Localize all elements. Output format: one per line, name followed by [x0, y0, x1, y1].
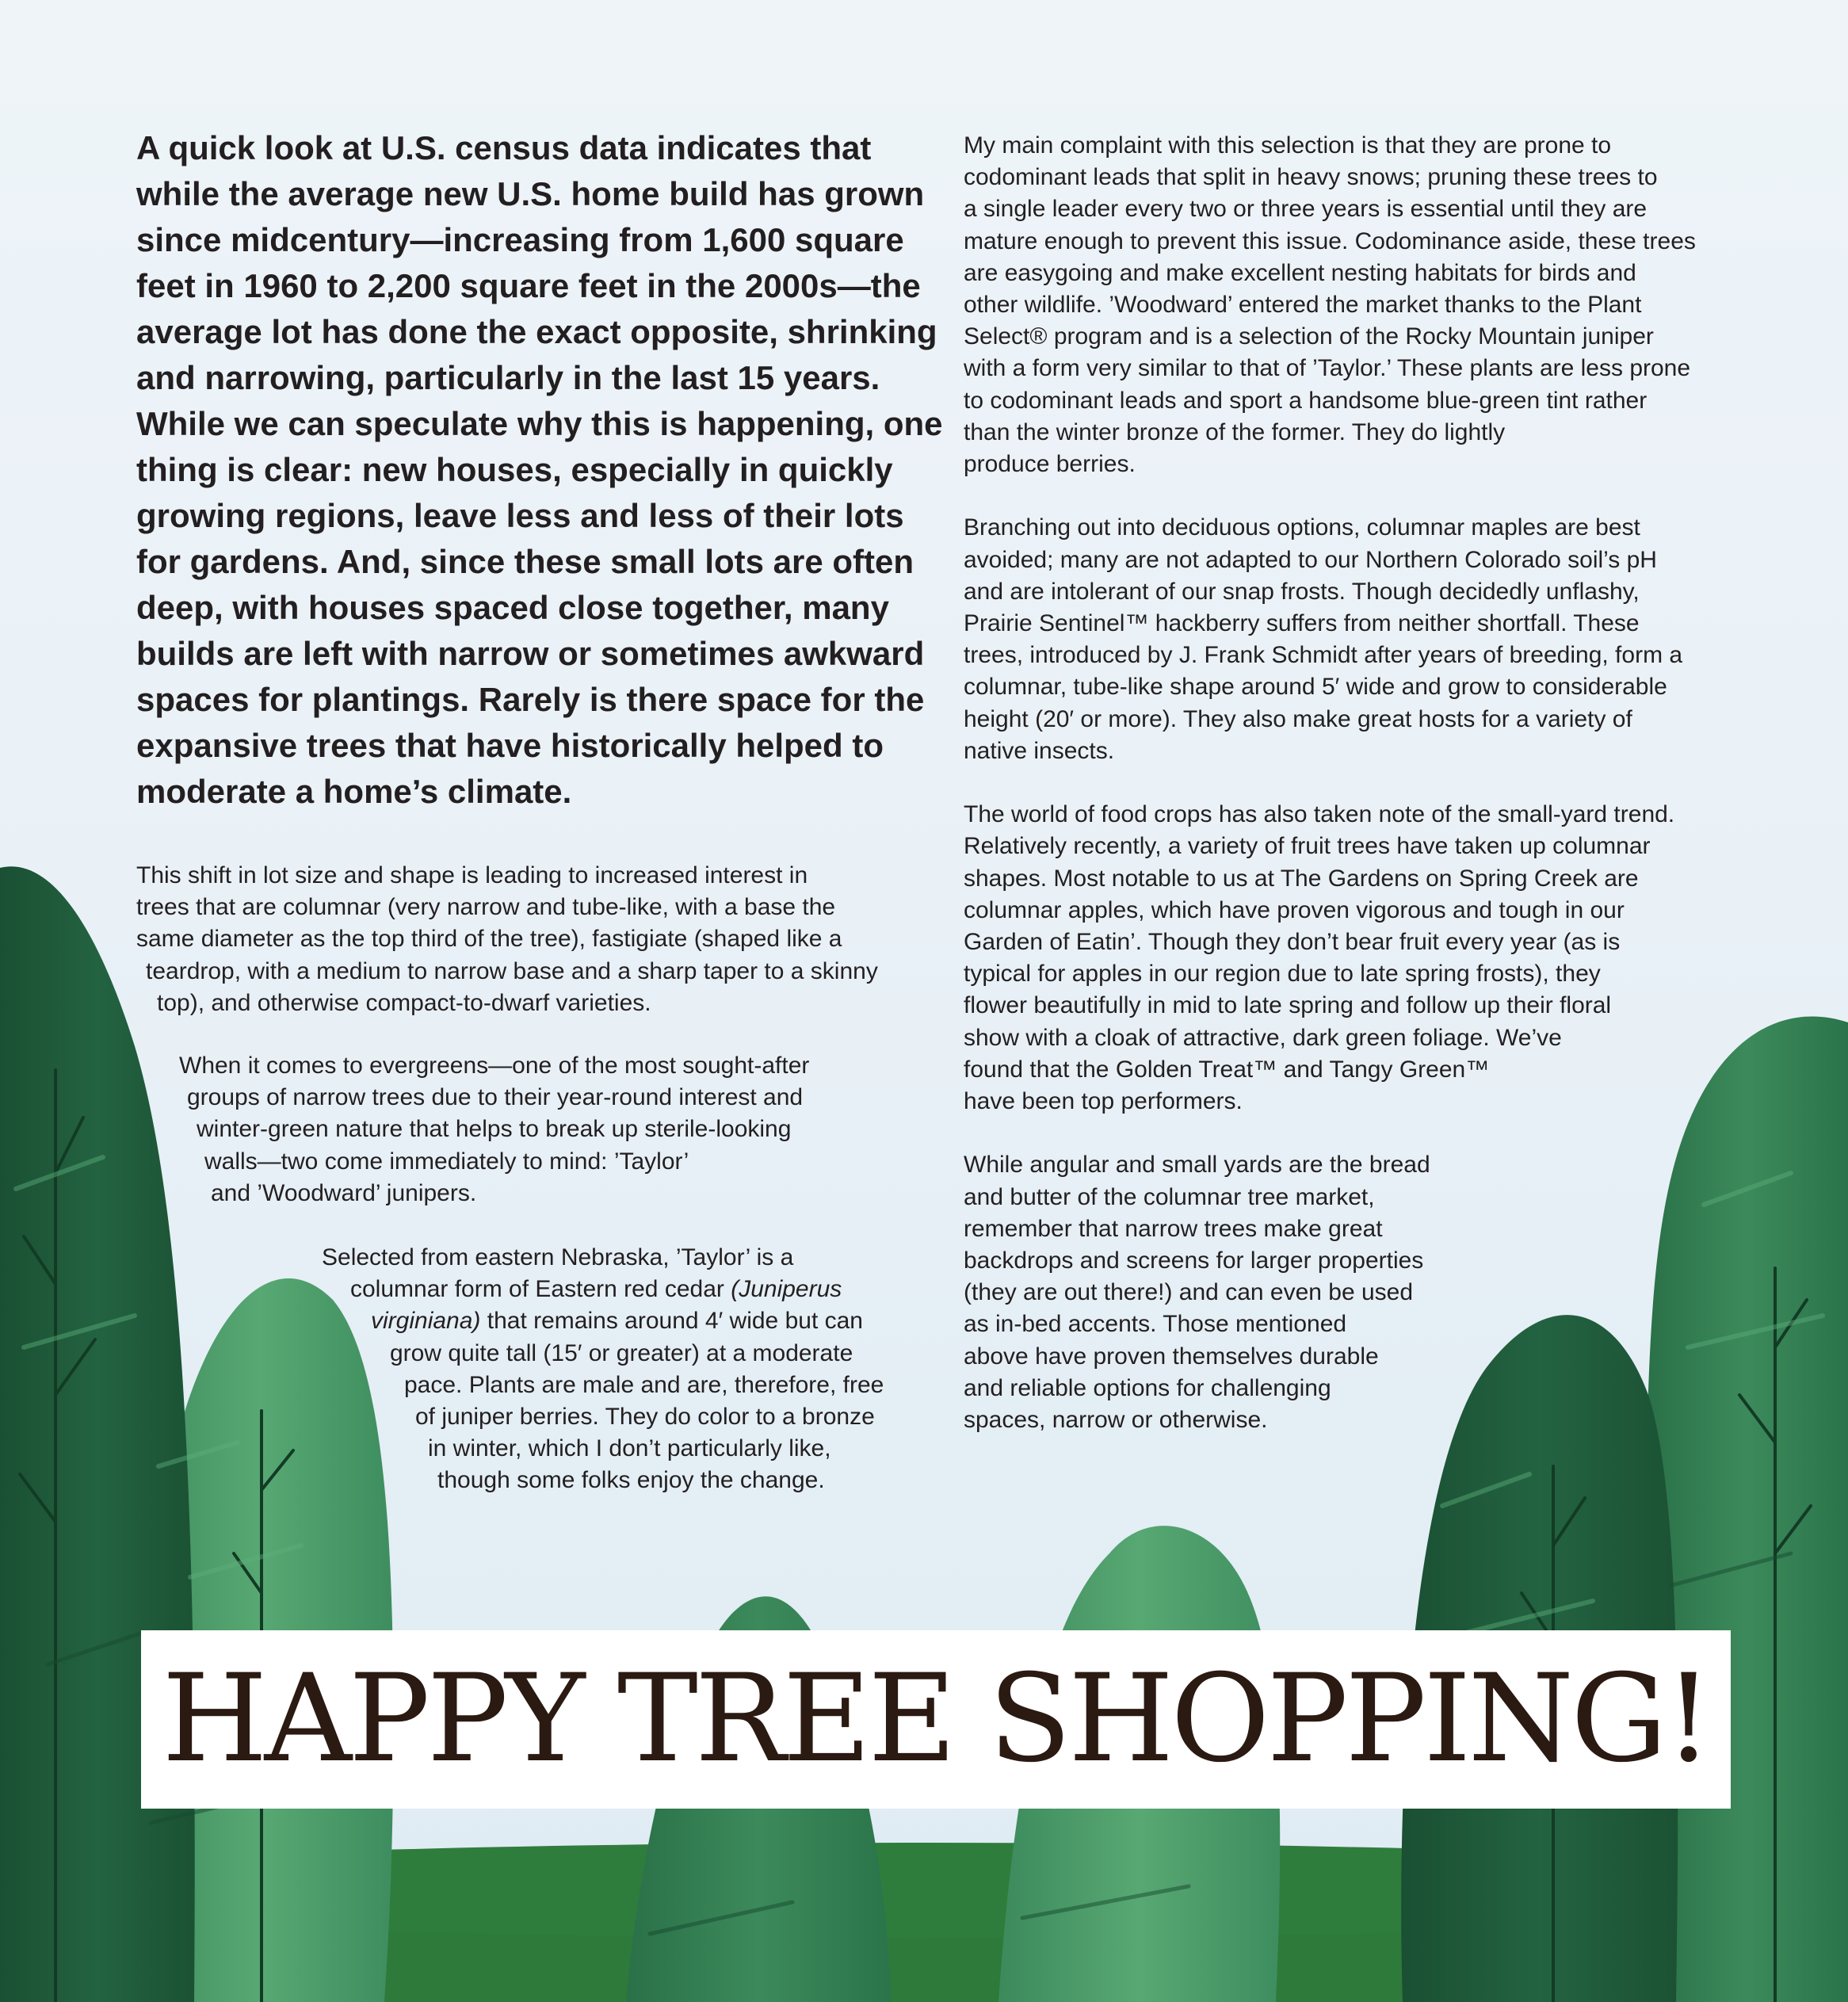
body-line: walls—two come immediately to mind: ’Taylor’: [204, 1148, 689, 1175]
body-line: remember that narrow trees make great: [964, 1215, 1383, 1242]
body-line: top), and otherwise compact-to-dwarf varieties.: [157, 989, 651, 1016]
body-line: same diameter as the top third of the tree), fastigiate (shaped like a: [136, 926, 842, 953]
body-line: flower beautifully in mid to late spring and follow up their floral: [964, 992, 1612, 1019]
body-line: than the winter bronze of the former. They do lightly: [964, 418, 1506, 445]
intro-line: builds are left with narrow or sometimes awkward: [136, 635, 925, 672]
banner-headline: HAPPY TREE SHOPPING!: [162, 1649, 1710, 1790]
paragraph-closing: [964, 1149, 1696, 1436]
body-line: native insects.: [964, 737, 1115, 764]
body-line: trees that are columnar (very narrow and tube-like, with a base the: [136, 894, 836, 921]
body-line: and are intolerant of our snap frosts. Though decidedly unflashy,: [964, 578, 1640, 605]
paragraph-evergreens: [179, 1050, 809, 1209]
body-line: above have proven themselves durable: [964, 1343, 1379, 1370]
latin-name: virginiana): [371, 1308, 481, 1335]
body-line: and reliable options for challenging: [964, 1374, 1331, 1401]
intro-line: feet in 1960 to 2,200 square feet in the 2000s—the: [136, 267, 921, 304]
body-line: winter-green nature that helps to break up sterile-looking: [197, 1116, 792, 1143]
intro-line: growing regions, leave less and less of their lots: [136, 497, 904, 534]
body-line: teardrop, with a medium to narrow base and a sharp taper to a skinny: [146, 957, 878, 984]
body-line: height (20′ or more). They also make great hosts for a variety of: [964, 705, 1632, 732]
body-line: Branching out into deciduous options, columnar maples are best: [964, 514, 1640, 541]
body-line: Garden of Eatin’. Though they don’t bear fruit every year (as is: [964, 929, 1621, 956]
body-line: columnar apples, which have proven vigorous and tough in our: [964, 896, 1625, 923]
intro-line: while the average new U.S. home build has grown: [136, 175, 925, 212]
paragraph-taylor-juniper: [322, 1242, 884, 1497]
body-line: are easygoing and make excellent nesting habitats for birds and: [964, 259, 1636, 286]
right-column: [964, 130, 1696, 1468]
body-line: [322, 1274, 884, 1305]
body-line: to codominant leads and sport a handsome blue-green tint rather: [964, 387, 1648, 414]
body-line: show with a cloak of attractive, dark green foliage. We’ve: [964, 1024, 1562, 1051]
body-line: columnar, tube-like shape around 5′ wide and grow to considerable: [964, 674, 1667, 701]
body-text: that remains around 4′ wide but can: [480, 1308, 863, 1335]
body-line: avoided; many are not adapted to our Northern Colorado soil’s pH: [964, 546, 1657, 573]
body-line: backdrops and screens for larger properties: [964, 1247, 1424, 1274]
body-line: with a form very similar to that of ’Taylor.’ These plants are less prone: [964, 355, 1691, 382]
body-line: have been top performers.: [964, 1088, 1243, 1115]
body-line: a single leader every two or three years is essential until they are: [964, 196, 1648, 223]
intro-line: and narrowing, particularly in the last 15 years.: [136, 359, 880, 396]
body-line: spaces, narrow or otherwise.: [964, 1407, 1268, 1434]
body-line: other wildlife. ’Woodward’ entered the market thanks to the Plant: [964, 292, 1642, 319]
body-line: This shift in lot size and shape is leading to increased interest in: [136, 862, 808, 888]
body-line: Selected from eastern Nebraska, ’Taylor’ is a: [322, 1244, 794, 1270]
intro-line: spaces for plantings. Rarely is there space for the: [136, 681, 925, 718]
body-line: typical for apples in our region due to late spring frosts), they: [964, 961, 1601, 988]
paragraph-complaint: [964, 130, 1696, 480]
body-line: shapes. Most notable to us at The Gardens on Spring Creek are: [964, 865, 1639, 892]
body-line: When it comes to evergreens—one of the most sought-after: [179, 1053, 810, 1079]
body-line: grow quite tall (15′ or greater) at a moderate: [390, 1339, 853, 1366]
body-line: The world of food crops has also taken note of the small-yard trend.: [964, 801, 1675, 828]
body-line: found that the Golden Treat™ and Tangy Green™: [964, 1056, 1490, 1083]
intro-line: While we can speculate why this is happening, one: [136, 405, 943, 442]
closing-banner: [141, 1630, 1731, 1809]
intro-line: moderate a home’s climate.: [136, 773, 572, 810]
body-line: in winter, which I don’t particularly like,: [428, 1435, 831, 1462]
body-line: Select® program and is a selection of the Rocky Mountain juniper: [964, 323, 1654, 350]
body-line: as in-bed accents. Those mentioned: [964, 1311, 1347, 1338]
body-line: though some folks enjoy the change.: [437, 1467, 825, 1494]
body-line: mature enough to prevent this issue. Codominance aside, these trees: [964, 227, 1696, 254]
intro-line: for gardens. And, since these small lots are often: [136, 543, 914, 580]
intro-line: since midcentury—increasing from 1,600 square: [136, 221, 904, 258]
body-line: groups of narrow trees due to their year-round interest and: [187, 1084, 804, 1111]
body-line: While angular and small yards are the bread: [964, 1152, 1430, 1179]
body-line: trees, introduced by J. Frank Schmidt after years of breeding, form a: [964, 642, 1683, 669]
body-line: [322, 1305, 884, 1337]
intro-line: thing is clear: new houses, especially in quickly: [136, 451, 893, 488]
body-line: Relatively recently, a variety of fruit trees have taken up columnar: [964, 833, 1651, 860]
body-text: columnar form of Eastern red cedar: [350, 1276, 731, 1303]
body-line: and butter of the columnar tree market,: [964, 1183, 1375, 1210]
paragraph-lot-shift: [136, 860, 878, 1019]
intro-paragraph: [136, 125, 943, 815]
body-line: produce berries.: [964, 451, 1136, 478]
paragraph-food-crops: [964, 799, 1696, 1118]
latin-name: (Juniperus: [731, 1276, 842, 1303]
body-line: Prairie Sentinel™ hackberry suffers from neither shortfall. These: [964, 610, 1640, 637]
body-line: pace. Plants are male and are, therefore, free: [404, 1371, 884, 1398]
body-line: codominant leads that split in heavy snows; pruning these trees to: [964, 164, 1658, 191]
body-line: My main complaint with this selection is that they are prone to: [964, 132, 1612, 159]
tree-left-large: [0, 866, 195, 2002]
intro-line: average lot has done the exact opposite, shrinking: [136, 313, 937, 350]
paragraph-deciduous: [964, 512, 1696, 767]
body-line: (they are out there!) and can even be used: [964, 1279, 1414, 1306]
intro-line: deep, with houses spaced close together, many: [136, 589, 889, 626]
body-line: and ’Woodward’ junipers.: [211, 1179, 477, 1206]
body-line: of juniper berries. They do color to a bronze: [415, 1404, 875, 1431]
intro-line: expansive trees that have historically helped to: [136, 727, 884, 764]
intro-line: A quick look at U.S. census data indicates that: [136, 129, 872, 166]
